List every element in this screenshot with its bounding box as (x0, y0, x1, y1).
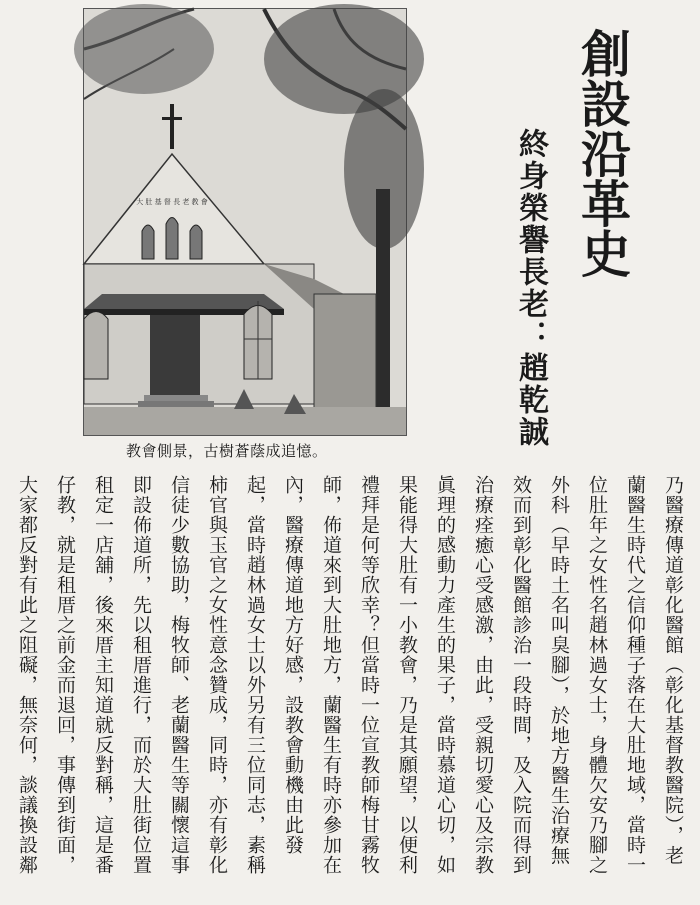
page-subtitle: 終身榮譽長老：趙乾誠 (513, 128, 548, 448)
body-paragraph: 乃醫療傳道彰化醫館（彰化基督教醫院），老蘭醫生時代之信仰種子落在大肚地域，當時一位肚年之女性名趙林過女士，身體欠安乃腳之外科（早時土名叫臭腳），於地方醫生治療無效而到彰化醫館診治一段時間，及入院而得到治療痊癒心受感激，由此，受親切愛心及宗教眞理的感動力產生的果子，當時慕道心切，如果能得大肚有一小教會，乃是其願望，以便利禮拜是何等欣幸？但當時一位宣教師梅甘霧牧師，佈道來到大肚地方，蘭醫生有時亦參加在內，醫療傳道地方好感，設教會動機由此發起，當時趙林過女士以外另有三位同志，素稱柿官與玉官之女性意念贊成，同時，亦有彰化信徒少數協助，梅牧師、老蘭醫生等關懷這事即設佈道所，先以租厝進行，而於大肚街位置租定一店舖，後來厝主知道就反對稱，這是番仔教，就是租厝之前金而退回，事傳到街面，大家都反對有此之阻礙，無奈何，談議換設鄰 (16, 475, 684, 875)
church-photo (83, 8, 407, 436)
church-photo-image (84, 9, 406, 435)
article-body (16, 475, 692, 885)
svg-text:大 肚 基 督 長 老 教 會: 大 肚 基 督 長 老 教 會 (136, 198, 208, 206)
photo-caption: 教會側景，古樹蒼蔭成追憶。 (126, 442, 328, 460)
page-title: 創設沿革史 (573, 28, 632, 278)
